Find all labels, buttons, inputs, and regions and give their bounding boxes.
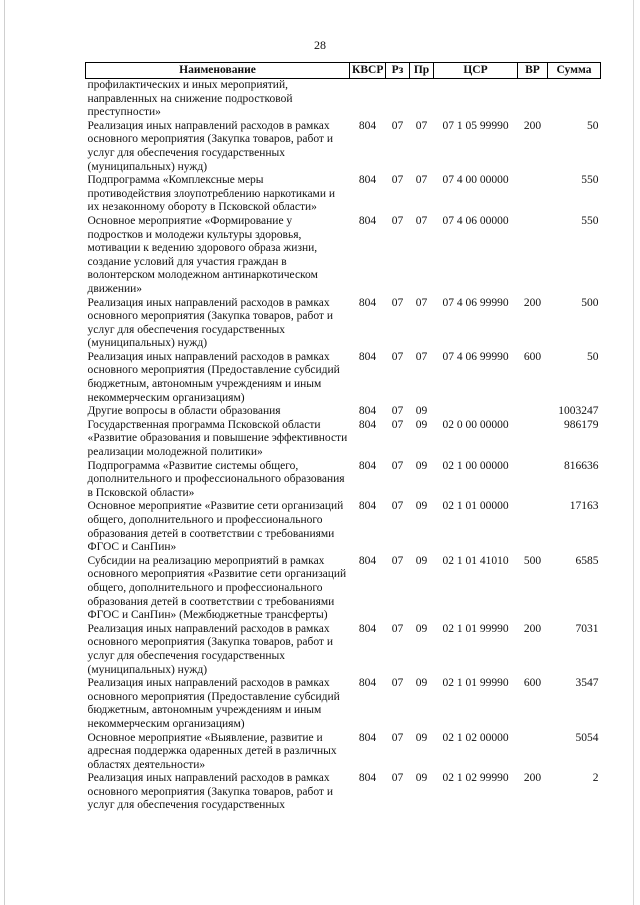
cell-pr: 07: [415, 174, 428, 187]
header-sum: Сумма: [548, 63, 601, 79]
cell-rz: 07: [391, 119, 404, 132]
header-pr: Пр: [410, 63, 434, 79]
cell-pr: 07: [415, 350, 428, 363]
cell-pr: 09: [415, 554, 428, 567]
cell-pr: 09: [415, 459, 428, 472]
cell-vr: 600: [523, 677, 542, 690]
table-row: [86, 623, 601, 677]
cell-name: Подпрограмма «Развитие системы общего, дополнительного и профессионального образования в Псковской области»: [87, 459, 345, 499]
header-vr: ВР: [518, 63, 548, 79]
table-row: [86, 351, 601, 405]
cell-kvsr: 804: [358, 500, 377, 513]
table-row: [86, 555, 601, 623]
cell-name: Реализация иных направлений расходов в рамках основного мероприятия (Закупка товаров, работ и услуг для обеспечения государственных (муниципальных) нужд): [87, 622, 333, 676]
cell-kvsr: 804: [358, 119, 377, 132]
table-row: [86, 215, 601, 297]
cell-rz: 07: [391, 350, 404, 363]
cell-csr: 02 1 02 00000: [442, 731, 509, 744]
cell-sum: 50: [587, 119, 599, 132]
cell-kvsr: 804: [358, 214, 377, 227]
header-name: Наименование: [86, 63, 350, 79]
cell-name: Реализация иных направлений расходов в рамках основного мероприятия (Предоставление субсидий бюджетным, автономным учреждениям и иным некоммерческим организациям): [87, 677, 340, 730]
cell-vr: [518, 500, 548, 554]
cell-rz: 07: [391, 772, 404, 785]
cell-name: Государственная программа Псковской области «Развитие образования и повышение эффективности реализации молодежной политики»: [87, 418, 348, 459]
cell-csr: 02 0 00 00000: [442, 418, 509, 431]
cell-vr: 200: [523, 119, 542, 132]
header-rz: Рз: [386, 63, 410, 79]
cell-vr: 200: [523, 622, 542, 635]
table-row: [86, 79, 601, 120]
table-row: [86, 500, 601, 554]
cell-csr: 07 4 00 00000: [442, 174, 509, 187]
cell-pr: 09: [415, 731, 428, 744]
cell-vr: 200: [523, 296, 542, 309]
cell-kvsr: 804: [358, 174, 377, 187]
cell-csr: 07 1 05 99990: [442, 119, 509, 132]
cell-vr: [518, 460, 548, 501]
cell-kvsr: 804: [358, 772, 377, 785]
cell-vr: [518, 79, 548, 120]
cell-kvsr: 804: [358, 350, 377, 363]
cell-vr: 600: [523, 350, 542, 363]
cell-sum: 986179: [564, 418, 599, 431]
cell-csr: [434, 405, 518, 419]
cell-csr: 02 1 01 99990: [442, 622, 509, 635]
table-row: [86, 174, 601, 215]
cell-csr: 02 1 01 99990: [442, 677, 509, 690]
cell-rz: 07: [391, 731, 404, 744]
cell-name: Реализация иных направлений расходов в рамках основного мероприятия (Закупка товаров, работ и услуг для обеспечения государственных: [87, 772, 333, 812]
cell-rz: 07: [391, 622, 404, 635]
cell-vr: [518, 732, 548, 773]
cell-sum: 17163: [569, 500, 599, 513]
cell-name: Реализация иных направлений расходов в рамках основного мероприятия (Закупка товаров, работ и услуг для обеспечения государственных (муниципальных) нужд): [87, 296, 333, 350]
cell-rz: 07: [391, 214, 404, 227]
cell-rz: 07: [391, 459, 404, 472]
cell-kvsr: 804: [358, 418, 377, 431]
table-row: [86, 460, 601, 501]
cell-csr: 07 4 06 99990: [442, 350, 509, 363]
cell-pr: 07: [415, 119, 428, 132]
cell-rz: 07: [391, 554, 404, 567]
cell-name: профилактических и иных мероприятий, направленных на снижение подростковой преступности»: [87, 79, 293, 119]
cell-sum: [548, 79, 601, 120]
cell-vr: [518, 174, 548, 215]
cell-name: Другие вопросы в области образования: [87, 405, 281, 418]
cell-csr: 02 1 02 99990: [442, 772, 509, 785]
cell-csr: 07 4 06 00000: [442, 214, 509, 227]
cell-csr: [434, 79, 518, 120]
cell-kvsr: 804: [358, 622, 377, 635]
table-body: [86, 79, 601, 814]
cell-pr: 09: [415, 500, 428, 513]
cell-sum: 2: [592, 772, 599, 785]
cell-sum: 500: [581, 296, 599, 309]
cell-kvsr: 804: [358, 459, 377, 472]
cell-pr: [410, 79, 434, 120]
cell-csr: 02 1 00 00000: [442, 459, 509, 472]
cell-rz: 07: [391, 296, 404, 309]
cell-name: Основное мероприятие «Выявление, развитие и адресная поддержка одаренных детей в различных областях деятельности»: [87, 731, 337, 771]
cell-sum: 6585: [575, 554, 599, 567]
table-row: [86, 419, 601, 460]
cell-sum: 1003247: [558, 405, 599, 418]
cell-name: Субсидии на реализацию мероприятий в рамках основного мероприятия «Развитие сети организаций общего, дополнительного и профессионального образования детей в соответствии с требованиями ФГОС и СанПин» (Межбюджетные трансферты): [87, 554, 347, 622]
cell-name: Основное мероприятие «Формирование у подростков и молодежи культуры здоровья, мотивации к ведению здорового образа жизни, создание условий для участия граждан в волонтерском молодежном антинаркотическом движении»: [87, 214, 318, 295]
cell-kvsr: 804: [358, 677, 377, 690]
cell-name: Основное мероприятие «Развитие сети организаций общего, дополнительного и профессионального образования детей в соответствии с требованиями ФГОС и СанПин»: [87, 500, 344, 554]
cell-rz: 07: [391, 677, 404, 690]
cell-sum: 7031: [575, 622, 599, 635]
cell-sum: 5054: [575, 731, 599, 744]
table-header-row: [86, 63, 601, 79]
table-row: [86, 405, 601, 419]
table-row: [86, 732, 601, 773]
cell-rz: 07: [391, 500, 404, 513]
cell-pr: 09: [415, 418, 428, 431]
page-number: 28: [314, 38, 326, 52]
budget-table: [85, 62, 601, 813]
scan-edge-left: [4, 0, 5, 905]
cell-vr: [518, 405, 548, 419]
cell-kvsr: 804: [358, 296, 377, 309]
scan-edge-right: [633, 0, 634, 905]
table-row: [86, 297, 601, 351]
cell-vr: 200: [523, 772, 542, 785]
cell-name: Подпрограмма «Комплексные меры противодействия злоупотреблению наркотиками и их незаконному обороту в Псковской области»: [87, 174, 336, 214]
cell-rz: [386, 79, 410, 120]
cell-sum: 3547: [575, 677, 599, 690]
table-row: [86, 677, 601, 731]
cell-csr: 02 1 01 00000: [442, 500, 509, 513]
cell-rz: 07: [391, 174, 404, 187]
cell-pr: 09: [415, 405, 428, 418]
header-csr: ЦСР: [434, 63, 518, 79]
table-row: [86, 772, 601, 813]
cell-sum: 50: [587, 350, 599, 363]
cell-pr: 09: [415, 677, 428, 690]
cell-kvsr: 804: [358, 731, 377, 744]
cell-sum: 816636: [564, 459, 599, 472]
cell-csr: 02 1 01 41010: [442, 554, 509, 567]
cell-pr: 09: [415, 622, 428, 635]
cell-name: Реализация иных направлений расходов в рамках основного мероприятия (Закупка товаров, работ и услуг для обеспечения государственных (муниципальных) нужд): [87, 119, 333, 173]
table-row: [86, 120, 601, 174]
cell-pr: 09: [415, 772, 428, 785]
cell-rz: 07: [391, 405, 404, 418]
cell-kvsr: 804: [358, 554, 377, 567]
header-kvsr: КВСР: [350, 63, 386, 79]
cell-pr: 07: [415, 214, 428, 227]
cell-vr: [518, 419, 548, 460]
cell-kvsr: [350, 79, 386, 120]
cell-vr: [518, 215, 548, 297]
cell-kvsr: 804: [358, 405, 377, 418]
cell-rz: 07: [391, 418, 404, 431]
cell-sum: 550: [581, 174, 599, 187]
cell-vr: 500: [523, 554, 542, 567]
cell-sum: 550: [581, 214, 599, 227]
cell-name: Реализация иных направлений расходов в рамках основного мероприятия (Предоставление субсидий бюджетным, автономным учреждениям и иным некоммерческим организациям): [87, 350, 340, 404]
cell-pr: 07: [415, 296, 428, 309]
cell-csr: 07 4 06 99990: [442, 296, 509, 309]
